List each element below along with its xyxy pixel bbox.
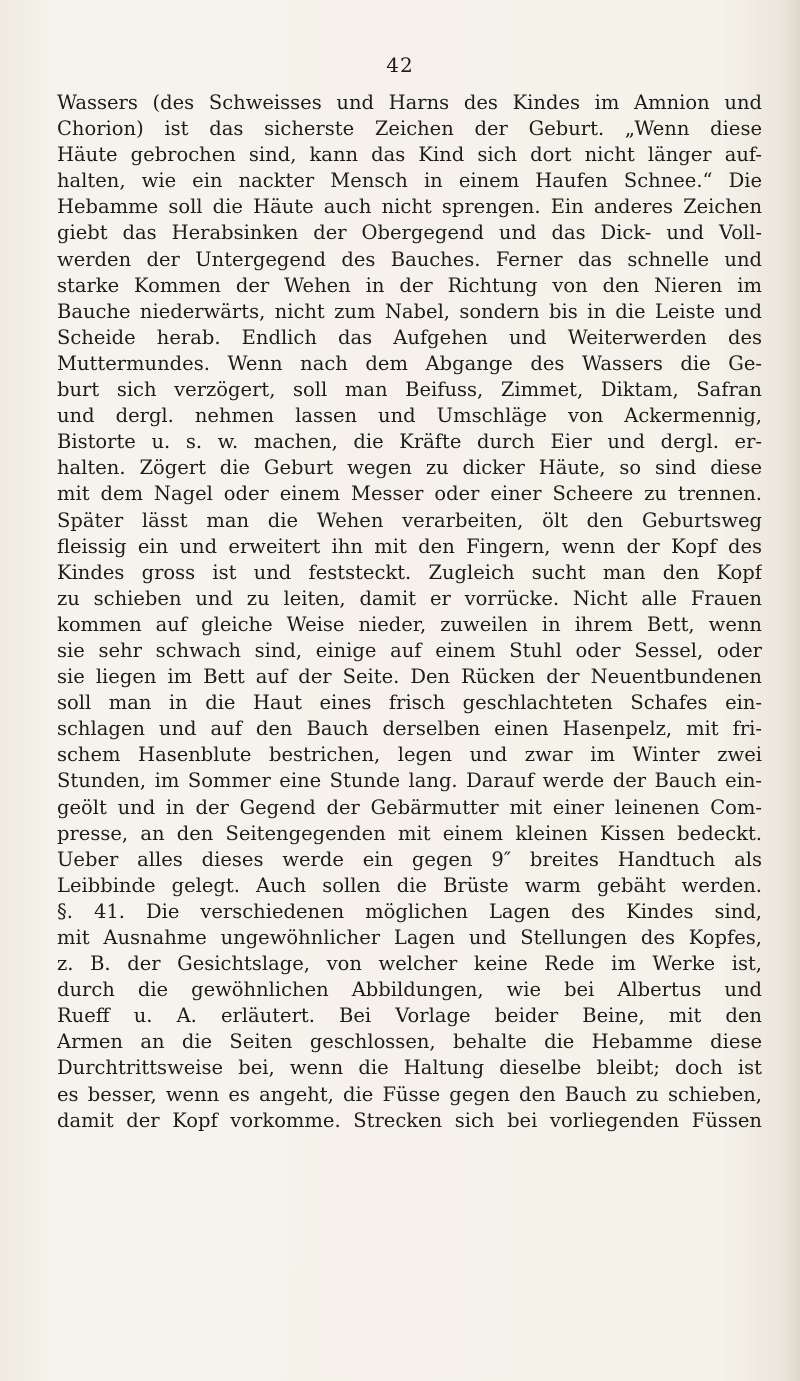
text-line: soll man in die Haut eines frisch geschlachteten Schafes ein- bbox=[57, 691, 762, 715]
text-line: Häute gebrochen sind, kann das Kind sich dort nicht länger auf- bbox=[57, 143, 762, 167]
text-line: es besser, wenn es angeht, die Füsse gegen den Bauch zu schieben, bbox=[57, 1082, 762, 1106]
text-line: Rueff u. A. erläutert. Bei Vorlage beider Beine, mit den bbox=[57, 1004, 762, 1028]
text-line: Chorion) ist das sicherste Zeichen der Geburt. „Wenn diese bbox=[57, 117, 762, 141]
text-line: kommen auf gleiche Weise nieder, zuweilen in ihrem Bett, wenn bbox=[57, 612, 762, 636]
text-line: fleissig ein und erweitert ihn mit den Fingern, wenn der Kopf des bbox=[57, 534, 762, 558]
text-line: geölt und in der Gegend der Gebärmutter mit einer leinenen Com- bbox=[57, 795, 762, 819]
text-line: Wassers (des Schweisses und Harns des Kindes im Amnion und bbox=[57, 91, 762, 114]
text-line: durch die gewöhnlichen Abbildungen, wie bei Albertus und bbox=[57, 978, 762, 1002]
text-line: Scheide herab. Endlich das Aufgehen und Weiterwerden des bbox=[57, 325, 762, 349]
text-line: sie liegen im Bett auf der Seite. Den Rücken der Neuentbundenen bbox=[57, 665, 762, 689]
page-number: 42 bbox=[386, 53, 414, 77]
text-line: mit Ausnahme ungewöhnlicher Lagen und Stellungen des Kopfes, bbox=[57, 926, 762, 949]
text-line: werden der Untergegend des Bauches. Ferner das schnelle und bbox=[57, 247, 762, 271]
text-line: Armen an die Seiten geschlossen, behalte die Hebamme diese bbox=[57, 1030, 762, 1054]
text-line: Leibbinde gelegt. Auch sollen die Brüste warm gebäht werden. bbox=[57, 873, 762, 897]
text-line: starke Kommen der Wehen in der Richtung von den Nieren im bbox=[57, 273, 762, 297]
page-edge-shadow bbox=[782, 0, 800, 1381]
text-line: Bistorte u. s. w. machen, die Kräfte durch Eier und dergl. er- bbox=[57, 430, 762, 454]
text-line: sie sehr schwach sind, einige auf einem Stuhl oder Sessel, oder bbox=[57, 638, 762, 662]
text-line: Muttermundes. Wenn nach dem Abgange des Wassers die Ge- bbox=[57, 351, 762, 375]
text-line: presse, an den Seitengegenden mit einem kleinen Kissen bedeckt. bbox=[57, 821, 762, 845]
body-text bbox=[57, 90, 762, 1134]
text-line: giebt das Herabsinken der Obergegend und das Dick- und Voll- bbox=[57, 221, 762, 245]
text-line: halten. Zögert die Geburt wegen zu dicker Häute, so sind diese bbox=[57, 456, 762, 480]
text-line: zu schieben und zu leiten, damit er vorrücke. Nicht alle Frauen bbox=[57, 586, 762, 610]
text-line: Ueber alles dieses werde ein gegen 9″ breites Handtuch als bbox=[57, 847, 762, 871]
text-line: burt sich verzögert, soll man Beifuss, Zimmet, Diktam, Safran bbox=[57, 378, 762, 402]
text-line: schem Hasenblute bestrichen, legen und zwar im Winter zwei bbox=[57, 743, 762, 767]
text-line: und dergl. nehmen lassen und Umschläge von Ackermennig, bbox=[57, 404, 762, 428]
text-line: Später lässt man die Wehen verarbeiten, ölt den Geburtsweg bbox=[57, 508, 762, 532]
text-line: Hebamme soll die Häute auch nicht sprengen. Ein anderes Zeichen bbox=[57, 195, 762, 219]
text-line: mit dem Nagel oder einem Messer oder einer Scheere zu trennen. bbox=[57, 482, 762, 506]
text-line: damit der Kopf vorkomme. Strecken sich bei vorliegenden Füssen bbox=[57, 1108, 762, 1132]
text-line: schlagen und auf den Bauch derselben einen Hasenpelz, mit fri- bbox=[57, 717, 762, 741]
text-line: Stunden, im Sommer eine Stunde lang. Darauf werde der Bauch ein- bbox=[57, 769, 762, 793]
text-line: Durchtrittsweise bei, wenn die Haltung dieselbe bleibt; doch ist bbox=[57, 1056, 762, 1080]
text-line: Kindes gross ist und feststeckt. Zugleich sucht man den Kopf bbox=[57, 560, 762, 584]
text-line: halten, wie ein nackter Mensch in einem Haufen Schnee.“ Die bbox=[57, 169, 762, 193]
text-line: Bauche niederwärts, nicht zum Nabel, sondern bis in die Leiste und bbox=[57, 299, 762, 323]
text-line: z. B. der Gesichtslage, von welcher keine Rede im Werke ist, bbox=[57, 952, 762, 976]
section-line: §. 41. Die verschiedenen möglichen Lagen des Kindes sind, bbox=[57, 899, 762, 923]
